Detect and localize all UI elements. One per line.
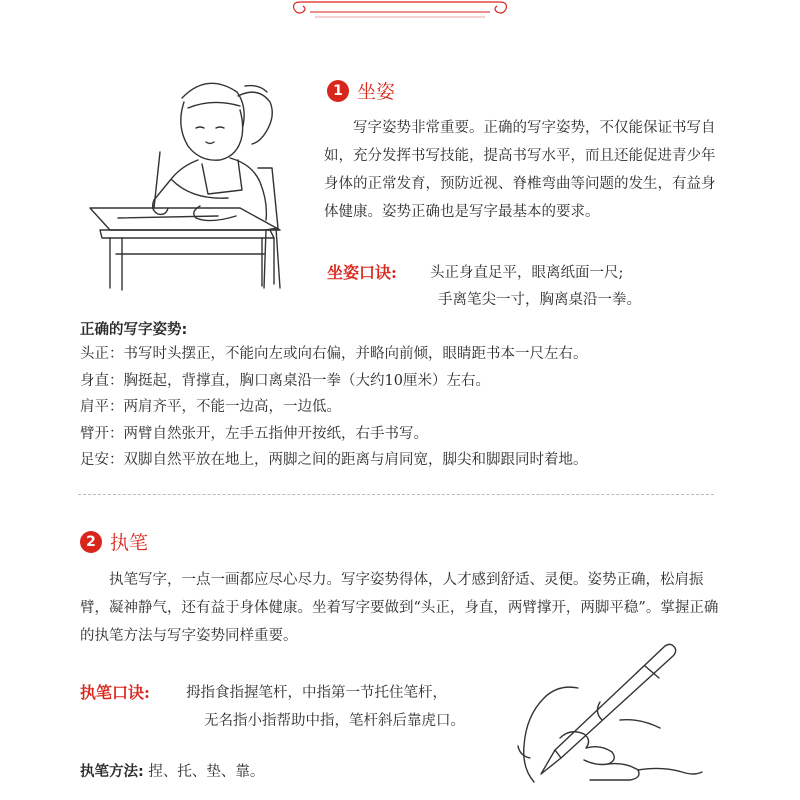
section1-title [327, 77, 395, 104]
header-ornament-icon [290, 0, 510, 20]
list-item: 臂开：两臂自然张开，左手五指伸开按纸，右手书写。 [80, 425, 428, 442]
section1-paragraph: 写字姿势非常重要。正确的写字姿势，不仅能保证书写自如，充分发挥书写技能，提高书写水平，而且还能促进青少年身体的正常发育，预防近视、脊椎弯曲等问题的发生，有益身体健康。姿势正确也是写字最基本的要求。 [324, 120, 716, 220]
pen-method [80, 760, 264, 781]
hand-holding-pen-illustration-icon [500, 640, 715, 785]
list-item: 肩平：两肩齐平，不能一边高，一边低。 [80, 399, 341, 415]
pen-method-text: 捏、托、垫、靠。 [148, 764, 265, 780]
section1-number-badge: 1 [327, 80, 349, 102]
list-item: 足安：双脚自然平放在地上，两脚之间的距离与肩同宽，脚尖和脚跟同时着地。 [80, 452, 588, 468]
sitting-rhyme-line1: 头正身直足平，眼离纸面一尺; [430, 265, 624, 281]
section1-title-text: 坐姿 [357, 81, 396, 103]
pen-rhyme-line2: 无名指小指帮助中指，笔杆斜后靠虎口。 [204, 713, 465, 729]
section2-number-badge: 2 [80, 531, 102, 553]
section2-title [80, 528, 148, 555]
correct-posture-heading: 正确的写字姿势: [80, 322, 188, 338]
list-item: 头正：书写时头摆正，不能向左或向右偏，并略向前倾，眼睛距书本一尺左右。 [80, 346, 588, 362]
sitting-rhyme-line2: 手离笔尖一寸，胸离桌沿一拳。 [438, 292, 641, 308]
sitting-rhyme-label: 坐姿口诀: [327, 263, 397, 282]
pen-rhyme-line1: 拇指食指握笔杆，中指第一节托住笔杆， [186, 685, 447, 701]
section2-paragraph: 执笔写字，一点一画都应尽心尽力。写字姿势得体，人才感到舒适、灵便。姿势正确，松肩振臂，凝神静气，还有益于身体健康。坐着写字要做到“头正，身直，两臂撑开，两脚平稳”。掌握正确的执笔方法与写字姿势同样重要。 [80, 572, 719, 644]
list-item: 身直：胸挺起，背撑直，胸口离桌沿一拳（大约10厘米）左右。 [80, 372, 490, 389]
girl-writing-illustration-icon [80, 68, 300, 293]
posture-rules-list [80, 341, 720, 474]
pen-method-label: 执笔方法: [80, 764, 144, 780]
section2-title-text: 执笔 [110, 532, 149, 554]
section-divider [78, 494, 714, 495]
pen-rhyme-label: 执笔口诀: [80, 683, 150, 702]
